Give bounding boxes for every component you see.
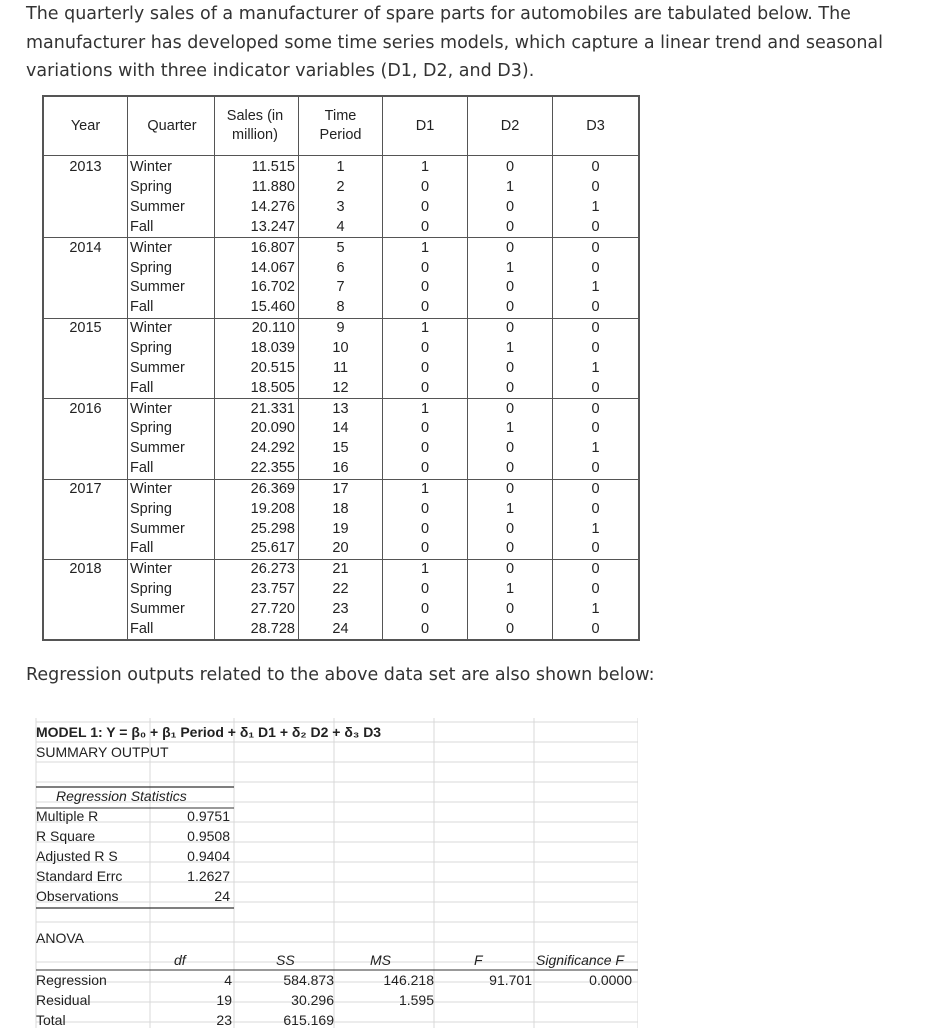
header-sales-line2: million) [232, 127, 278, 143]
cell-time-period: 8 [299, 298, 383, 318]
cell-d1: 0 [383, 459, 468, 479]
anova-ss: 30.296 [291, 992, 334, 1008]
table-row [43, 399, 639, 419]
cell-quarter: Summer [128, 600, 215, 620]
table-row [43, 358, 639, 378]
header-year: Year [43, 96, 128, 156]
cell-year [43, 339, 128, 359]
cell-d1: 0 [383, 378, 468, 398]
cell-sales: 14.276 [215, 198, 299, 218]
cell-d1: 0 [383, 600, 468, 620]
table-row [43, 600, 639, 620]
cell-d1: 1 [383, 399, 468, 419]
cell-year [43, 519, 128, 539]
cell-sales: 20.110 [215, 318, 299, 338]
cell-d1: 0 [383, 439, 468, 459]
cell-year [43, 539, 128, 559]
cell-quarter: Summer [128, 278, 215, 298]
cell-d2: 0 [468, 378, 553, 398]
stat-label: Standard Errc [36, 868, 123, 884]
cell-year [43, 278, 128, 298]
anova-df: 23 [216, 1012, 232, 1028]
table-row [43, 539, 639, 559]
anova-ms: 1.595 [398, 992, 434, 1008]
cell-d3: 1 [591, 279, 600, 296]
cell-quarter: Summer [128, 519, 215, 539]
cell-d3: 0 [591, 379, 600, 396]
anova-header-ss: SS [276, 952, 295, 968]
cell-d3: 1 [591, 359, 600, 376]
anova-row-label: Total [36, 1012, 66, 1028]
cell-d1: 0 [383, 358, 468, 378]
cell-quarter: Summer [128, 198, 215, 218]
cell-sales: 22.355 [215, 459, 299, 479]
cell-sales: 19.208 [215, 499, 299, 519]
excel-regression-output [32, 718, 638, 1028]
cell-quarter: Spring [128, 580, 215, 600]
cell-year [43, 358, 128, 378]
cell-d3: 0 [591, 340, 600, 357]
table-row [43, 238, 639, 258]
table-row [43, 619, 639, 640]
cell-sales: 25.298 [215, 519, 299, 539]
table-body [43, 156, 639, 641]
cell-d3: 0 [553, 559, 640, 579]
cell-time-period: 11 [299, 358, 383, 378]
cell-time-period: 17 [299, 479, 383, 499]
stat-value: 0.9508 [187, 828, 230, 844]
cell-d3: 0 [553, 318, 640, 338]
cell-year: 2015 [43, 318, 128, 338]
table-row [43, 218, 639, 238]
cell-d2: 0 [468, 156, 553, 178]
cell-quarter: Spring [128, 499, 215, 519]
cell-d3: 0 [591, 581, 600, 598]
cell-d2: 0 [468, 479, 553, 499]
cell-sales: 13.247 [215, 218, 299, 238]
cell-d3: 0 [591, 540, 600, 557]
cell-d1: 0 [383, 519, 468, 539]
cell-d3: 0 [591, 159, 600, 176]
anova-significance-f: 0.0000 [589, 972, 632, 988]
stat-label: Adjusted R S [36, 848, 118, 864]
cell-d2: 1 [468, 258, 553, 278]
stat-label: Observations [36, 888, 119, 904]
cell-sales: 26.369 [215, 479, 299, 499]
header-d3: D3 [553, 96, 640, 156]
table-row [43, 339, 639, 359]
cell-time-period: 7 [299, 278, 383, 298]
anova-f: 91.701 [489, 972, 532, 988]
cell-year [43, 419, 128, 439]
cell-time-period: 14 [299, 419, 383, 439]
cell-d2: 0 [468, 539, 553, 559]
cell-d1: 0 [383, 258, 468, 278]
table-header-row [43, 96, 639, 156]
cell-quarter: Fall [128, 539, 215, 559]
anova-ms: 146.218 [383, 972, 434, 988]
cell-year [43, 378, 128, 398]
cell-time-period: 12 [299, 378, 383, 398]
cell-d2: 0 [468, 218, 553, 238]
cell-d3: 0 [591, 420, 600, 437]
header-time-period [299, 96, 383, 156]
cell-sales: 20.090 [215, 419, 299, 439]
cell-d1: 1 [383, 479, 468, 499]
cell-d3: 0 [591, 620, 600, 637]
cell-quarter: Spring [128, 178, 215, 198]
cell-time-period: 15 [299, 439, 383, 459]
anova-header-df: df [174, 952, 186, 968]
cell-sales: 15.460 [215, 298, 299, 318]
cell-sales: 26.273 [215, 559, 299, 579]
cell-d2: 0 [468, 600, 553, 620]
cell-year [43, 499, 128, 519]
cell-time-period: 19 [299, 519, 383, 539]
cell-time-period: 23 [299, 600, 383, 620]
anova-header-f: F [474, 952, 483, 968]
cell-d3: 0 [553, 399, 640, 419]
cell-d2: 0 [468, 198, 553, 218]
stat-value: 0.9751 [187, 808, 230, 824]
cell-sales: 18.039 [215, 339, 299, 359]
stat-value: 1.2627 [187, 868, 230, 884]
cell-sales: 16.702 [215, 278, 299, 298]
cell-d2: 1 [468, 580, 553, 600]
anova-label: ANOVA [36, 930, 84, 946]
cell-d2: 0 [468, 439, 553, 459]
cell-year: 2018 [43, 559, 128, 579]
cell-d1: 0 [383, 178, 468, 198]
table-row [43, 318, 639, 338]
cell-year [43, 439, 128, 459]
stat-label: Multiple R [36, 808, 99, 824]
cell-sales: 16.807 [215, 238, 299, 258]
problem-intro-text: The quarterly sales of a manufacturer of spare parts for automobiles are tabulated below. The manufacturer has developed some time series models, which capture a linear trend and seasonal variations with three indicator variables (D1, D2, and D3). [26, 4, 884, 81]
cell-d1: 1 [383, 559, 468, 579]
cell-d2: 0 [468, 399, 553, 419]
cell-d1: 0 [383, 278, 468, 298]
anova-ss: 584.873 [283, 972, 334, 988]
anova-header-ms: MS [370, 952, 391, 968]
cell-d2: 0 [468, 519, 553, 539]
cell-year: 2014 [43, 238, 128, 258]
cell-d3: 1 [591, 440, 600, 457]
cell-d3: 0 [591, 299, 600, 316]
cell-sales: 24.292 [215, 439, 299, 459]
cell-d3: 0 [591, 179, 600, 196]
cell-quarter: Fall [128, 218, 215, 238]
header-period-line1: Time [324, 108, 357, 124]
table-row [43, 378, 639, 398]
cell-year [43, 178, 128, 198]
cell-d1: 0 [383, 539, 468, 559]
cell-d2: 1 [468, 499, 553, 519]
header-sales [215, 96, 299, 156]
cell-d1: 0 [383, 580, 468, 600]
model-title: MODEL 1: Y = β₀ + β₁ Period + δ₁ D1 + δ₂ D2 + δ₃ D3 [36, 724, 382, 740]
stat-value: 24 [214, 888, 230, 904]
cell-time-period: 20 [299, 539, 383, 559]
cell-time-period: 1 [299, 156, 383, 178]
cell-d1: 0 [383, 298, 468, 318]
table-row [43, 519, 639, 539]
cell-quarter: Fall [128, 298, 215, 318]
cell-year [43, 459, 128, 479]
stat-label: R Square [36, 828, 96, 844]
cell-d2: 0 [468, 358, 553, 378]
cell-sales: 21.331 [215, 399, 299, 419]
cell-d3: 0 [591, 500, 600, 517]
cell-quarter: Winter [128, 559, 215, 579]
cell-quarter: Spring [128, 419, 215, 439]
anova-header-significance-f: Significance F [536, 952, 624, 968]
cell-year: 2013 [69, 159, 102, 176]
cell-d1: 1 [383, 318, 468, 338]
cell-d2: 0 [468, 619, 553, 640]
cell-d1: 0 [383, 419, 468, 439]
cell-d2: 0 [468, 318, 553, 338]
cell-d2: 0 [468, 278, 553, 298]
table-row [43, 178, 639, 198]
stat-value: 0.9404 [187, 848, 230, 864]
cell-d2: 0 [468, 238, 553, 258]
regression-statistics-label: Regression Statistics [56, 788, 187, 804]
cell-year [43, 600, 128, 620]
table-row [43, 559, 639, 579]
cell-time-period: 18 [299, 499, 383, 519]
cell-quarter: Winter [128, 156, 215, 178]
header-d2: D2 [468, 96, 553, 156]
cell-quarter: Spring [128, 339, 215, 359]
cell-quarter: Fall [128, 378, 215, 398]
table-row [43, 499, 639, 519]
cell-year [43, 619, 128, 640]
cell-d1: 0 [383, 339, 468, 359]
table-row [43, 156, 639, 178]
cell-d3: 1 [591, 520, 600, 537]
cell-sales: 14.067 [215, 258, 299, 278]
cell-time-period: 16 [299, 459, 383, 479]
cell-d3: 0 [553, 238, 640, 258]
cell-sales: 18.505 [215, 378, 299, 398]
cell-d2: 0 [468, 298, 553, 318]
cell-quarter: Winter [128, 399, 215, 419]
cell-quarter: Summer [128, 439, 215, 459]
cell-quarter: Winter [128, 479, 215, 499]
cell-quarter: Winter [128, 318, 215, 338]
cell-quarter: Winter [128, 238, 215, 258]
cell-d3: 1 [591, 199, 600, 216]
cell-d2: 0 [468, 459, 553, 479]
table-row [43, 479, 639, 499]
table-row [43, 258, 639, 278]
cell-year: 2016 [43, 399, 128, 419]
cell-quarter: Fall [128, 459, 215, 479]
cell-d1: 0 [383, 499, 468, 519]
cell-year [43, 298, 128, 318]
anova-df: 4 [224, 972, 232, 988]
summary-output-label: SUMMARY OUTPUT [36, 744, 169, 760]
cell-quarter: Summer [128, 358, 215, 378]
cell-time-period: 13 [299, 399, 383, 419]
cell-sales: 20.515 [215, 358, 299, 378]
cell-d1: 0 [383, 198, 468, 218]
table-row [43, 298, 639, 318]
header-d1: D1 [383, 96, 468, 156]
table-row [43, 198, 639, 218]
cell-d2: 1 [468, 419, 553, 439]
table-row [43, 580, 639, 600]
sales-data-table [42, 95, 640, 641]
cell-d2: 0 [468, 559, 553, 579]
cell-time-period: 9 [299, 318, 383, 338]
table-row [43, 419, 639, 439]
cell-quarter: Fall [128, 619, 215, 640]
cell-d2: 1 [468, 178, 553, 198]
anova-row-label: Regression [36, 972, 107, 988]
cell-time-period: 21 [299, 559, 383, 579]
cell-d1: 0 [383, 619, 468, 640]
cell-d3: 0 [553, 479, 640, 499]
table-row [43, 439, 639, 459]
cell-d1: 1 [383, 156, 468, 178]
cell-d2: 1 [468, 339, 553, 359]
cell-time-period: 3 [299, 198, 383, 218]
cell-time-period: 5 [299, 238, 383, 258]
cell-time-period: 6 [299, 258, 383, 278]
cell-time-period: 24 [299, 619, 383, 640]
cell-year [43, 198, 128, 218]
cell-sales: 23.757 [215, 580, 299, 600]
header-sales-line1: Sales (in [226, 108, 284, 124]
header-period-line2: Period [319, 127, 362, 143]
table-row [43, 459, 639, 479]
cell-d3: 0 [591, 259, 600, 276]
cell-time-period: 2 [299, 178, 383, 198]
cell-d3: 0 [591, 218, 600, 235]
cell-d3: 0 [591, 460, 600, 477]
cell-time-period: 4 [299, 218, 383, 238]
anova-df: 19 [216, 992, 232, 1008]
cell-year: 2017 [43, 479, 128, 499]
cell-d1: 1 [383, 238, 468, 258]
cell-d3: 1 [591, 600, 600, 617]
anova-row-label: Residual [36, 992, 91, 1008]
table-row [43, 278, 639, 298]
anova-ss: 615.169 [283, 1012, 334, 1028]
cell-time-period: 22 [299, 580, 383, 600]
cell-sales: 27.720 [215, 600, 299, 620]
cell-sales: 11.880 [215, 178, 299, 198]
cell-year [43, 218, 128, 238]
cell-d1: 0 [383, 218, 468, 238]
header-quarter: Quarter [128, 96, 215, 156]
regression-intro-text: Regression outputs related to the above data set are also shown below: [26, 665, 655, 685]
cell-sales: 11.515 [215, 156, 299, 178]
cell-sales: 28.728 [215, 619, 299, 640]
cell-time-period: 10 [299, 339, 383, 359]
cell-quarter: Spring [128, 258, 215, 278]
cell-year [43, 580, 128, 600]
cell-sales: 25.617 [215, 539, 299, 559]
cell-year [43, 258, 128, 278]
